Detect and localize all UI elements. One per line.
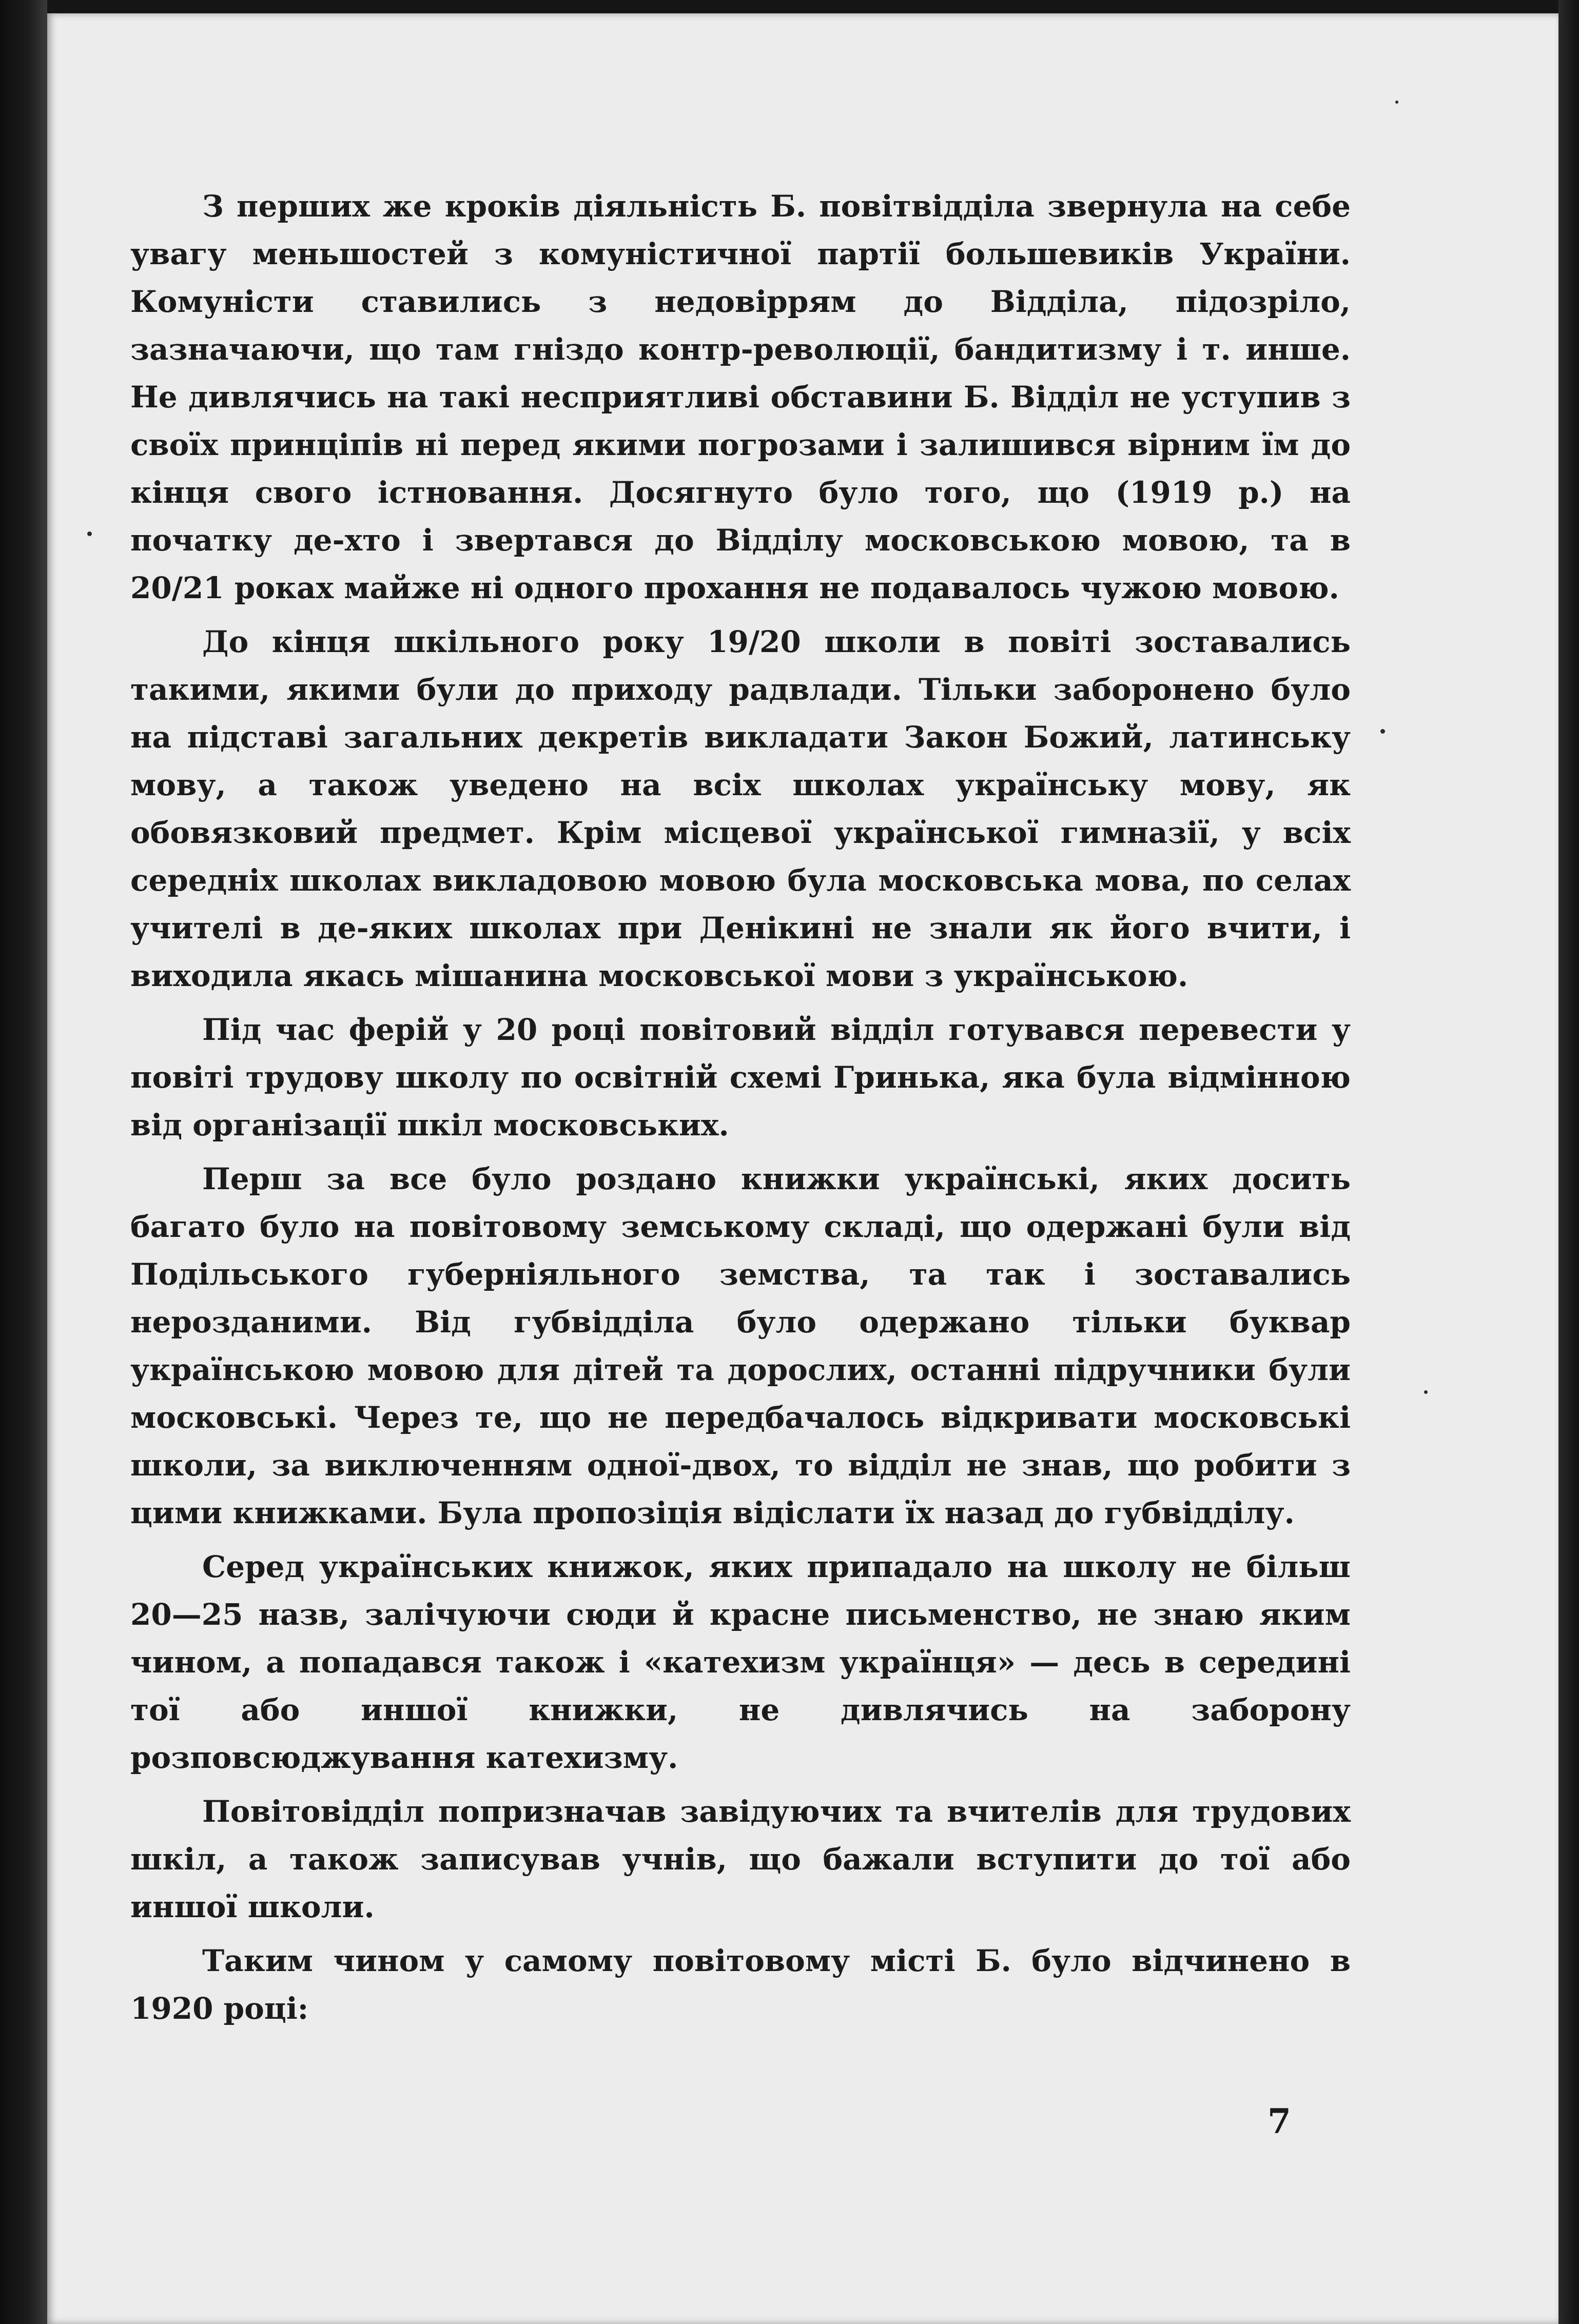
paragraph-6: Повітовідділ попризначав завідуючих та вчителів для трудових шкіл, а також записував учнів, що бажали вступити до тої або иншої школи. <box>130 1794 1351 1924</box>
page-number: 7 <box>1268 2101 1291 2141</box>
page-text <box>130 183 1351 2039</box>
scan-speck <box>1424 1390 1428 1394</box>
paragraph-4: Перш за все було роздано книжки українські, яких досить багато було на повітовому земському складі, що одержані були від Подільського губерніяльного земства, та так і зоставались нерозданими. Від губвідділа було одержано тільки буквар українською мовою для дітей та дорослих, останні підручники були московські. Через те, що не передбачалось відкривати московські школи, за виключенням одної-двох, то відділ не знав, що робити з цими книжками. Була пропозіція відіслати їх назад до губвідділу. <box>130 1161 1351 1530</box>
scan-speck <box>1380 729 1385 734</box>
paragraph-1: З перших же кроків діяльність Б. повітвідділа звернула на себе увагу меньшостей з комуністичної партії большевиків України. Комуністи ставились з недовіррям до Відділа, підозріло, зазначаючи, що там гніздо контр-революції, бандитизму і т. инше. Не дивлячись на такі несприятливі обставини Б. Відділ не уступив з своїх принціпів ні перед якими погрозами і залишився вірним їм до кінця свого істновання. Досягнуто було того, що (1919 р.) на початку де-хто і звертався до Відділу московською мовою, та в 20/21 роках майже ні одного прохання не подавалось чужою мовою. <box>130 189 1351 605</box>
scan-left-border <box>0 0 47 2324</box>
paragraph-5: Серед українських книжок, яких припадало на школу не більш 20—25 назв, залічуючи сюди й красне письменство, не знаю яким чином, а попадався також і «катехизм українця» — десь в середині тої або иншої книжки, не дивлячись на заборону розповсюджування катехизму. <box>130 1549 1351 1775</box>
scan-right-border <box>1558 0 1579 2324</box>
paragraph-2: До кінця шкільного року 19/20 школи в повіті зоставались такими, якими були до приходу радвлади. Тільки заборонено було на підставі загальних декретів викладати Закон Божий, латинську мову, а також уведено на всіх школах українську мову, як обовязковий предмет. Крім місцевої української гимназії, у всіх середніх школах викладовою мовою була московська мова, по селах учителі в де-яких школах при Денікині не знали як його вчити, і виходила якась мішанина московської мови з українською. <box>130 624 1351 993</box>
scan-speck <box>87 531 92 536</box>
book-page <box>47 13 1558 2324</box>
paragraph-3: Під час ферій у 20 році повітовий відділ готувався перевести у повіті трудову школу по освітній схемі Гринька, яка була відмінною від організації шкіл московських. <box>130 1012 1351 1143</box>
scan-speck <box>1395 101 1398 104</box>
paragraph-7: Таким чином у самому повітовому місті Б. було відчинено в 1920 році: <box>130 1943 1351 2026</box>
scan-top-border <box>0 0 1579 13</box>
